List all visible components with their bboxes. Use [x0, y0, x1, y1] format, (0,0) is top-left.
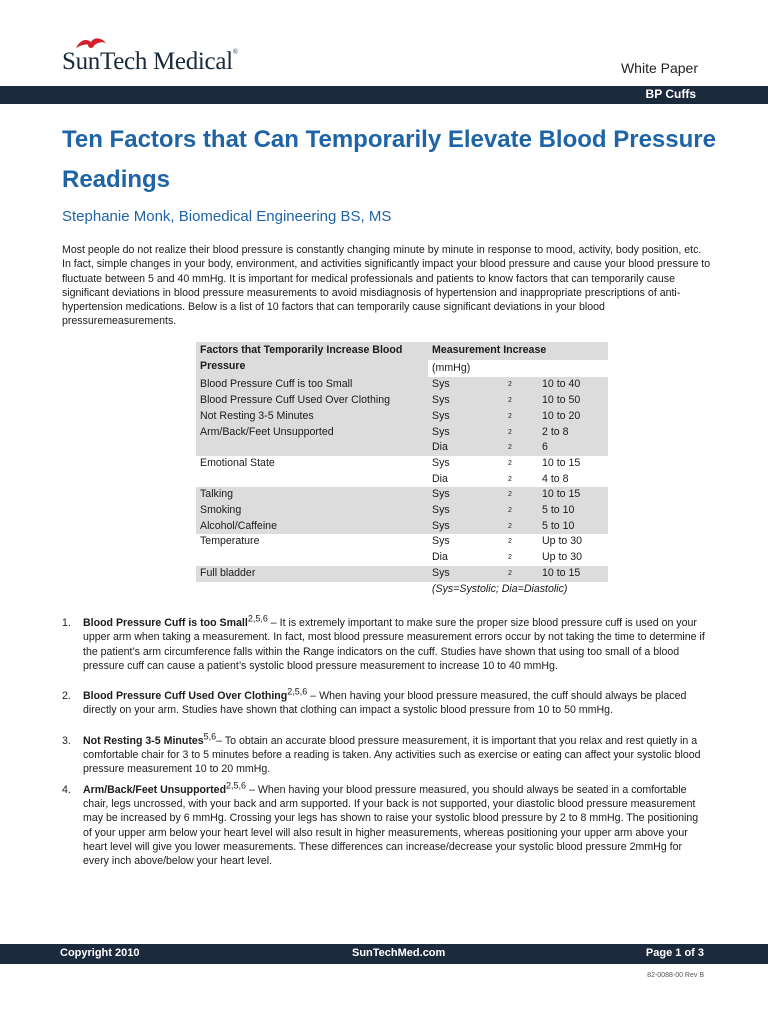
cell-ref: 2	[508, 538, 512, 546]
table-row	[196, 409, 608, 425]
cell-factor	[196, 472, 428, 488]
table-row	[196, 440, 608, 456]
cell-type: Sys	[428, 377, 504, 393]
cell-factor: Not Resting 3-5 Minutes	[196, 409, 428, 425]
factors-list	[62, 613, 707, 868]
cell-ref: 2	[504, 425, 538, 441]
table-header-row	[196, 342, 608, 360]
cell-value: Up to 30	[542, 551, 583, 564]
header-unit: (mmHg)	[432, 361, 471, 374]
header-band	[0, 86, 768, 104]
cell-factor: Temperature	[200, 535, 260, 548]
cell-value: 10 to 50	[538, 393, 608, 409]
cell-type: Sys	[428, 409, 504, 425]
factor-title: Not Resting 3-5 Minutes	[83, 734, 204, 747]
doc-type: White Paper	[620, 60, 698, 76]
cell-ref: 2	[508, 475, 512, 483]
cell-factor: Smoking	[196, 503, 428, 519]
table-row	[196, 393, 608, 409]
cell-factor: Talking	[196, 487, 428, 503]
reference-marks: 2,5,6	[247, 613, 268, 624]
cell-type: Sys	[428, 566, 504, 582]
reference-marks: 5,6	[203, 731, 217, 742]
cell-ref: 2	[504, 519, 538, 535]
cell-factor	[196, 550, 428, 566]
cell-ref: 2	[508, 459, 512, 467]
cell-factor	[196, 440, 428, 456]
cell-value: 5 to 10	[538, 503, 608, 519]
table-row	[196, 534, 608, 550]
doc-number: 82-0088-00 Rev B	[647, 972, 704, 979]
factor-title: Blood Pressure Cuff Used Over Clothing	[83, 690, 288, 703]
list-number: 4.	[62, 783, 71, 796]
page-number: Page 1 of 3	[645, 947, 704, 959]
cell-factor: Alcohol/Caffeine	[196, 519, 428, 535]
cell-factor: Emotional State	[200, 456, 275, 469]
cell-type: Sys	[432, 535, 450, 548]
table-row	[196, 472, 608, 488]
cell-type: Dia	[432, 551, 448, 564]
cell-value: 6	[538, 440, 608, 456]
website-link[interactable]: SunTechMed.com	[352, 947, 446, 959]
cell-ref: 2	[504, 409, 538, 425]
cell-ref: 2	[504, 440, 538, 456]
list-item	[62, 731, 707, 777]
cell-value: Up to 30	[542, 535, 583, 548]
brand-name: SunTech Medical®	[62, 48, 238, 75]
list-item	[62, 613, 707, 673]
intro-paragraph: Most people do not realize their blood pressure is constantly changing minute by minute in response to mood, activity, body position, etc. In fact, simple changes in your body, environment, and activities significantly impact your blood pressure and cause your blood pressure to fluctuate between 5 and 40 mmHg. It is important for medical professionals and patients to know factors that can temporarily cause significant deviations in blood pressure measurements to avoid misdiagnosis of hypertension and inappropriate prescriptions of anti-hypertension medications. Below is a list of 10 factors that can temporarily cause significant deviations in your blood pressuremeasurements.	[62, 244, 711, 328]
table-row	[196, 456, 608, 472]
cell-type: Sys	[428, 425, 504, 441]
cell-ref: 2	[504, 503, 538, 519]
table-row	[196, 519, 608, 535]
cell-type: Dia	[432, 472, 448, 485]
cell-value: 10 to 15	[538, 566, 608, 582]
table-note-row	[196, 582, 608, 598]
table-row	[196, 550, 608, 566]
table-body	[196, 377, 608, 581]
cell-type: Sys	[432, 456, 450, 469]
factor-title: Arm/Back/Feet Unsupported	[83, 783, 227, 796]
factor-description: – When having your blood pressure measured, the cuff should always be placed directly on your arm. Studies have shown that clothing can impact a systolic blood pressure from 10 to 50 mmHg.	[83, 690, 687, 717]
page-title: Ten Factors that Can Temporarily Elevate Blood Pressure Readings	[62, 126, 716, 193]
cell-ref: 2	[504, 566, 538, 582]
reference-marks: 2,5,6	[287, 686, 308, 697]
cell-ref: 2	[504, 487, 538, 503]
reference-marks: 2,5,6	[226, 780, 247, 791]
cell-factor: Full bladder	[196, 566, 428, 582]
cell-type: Sys	[428, 487, 504, 503]
cell-value: 5 to 10	[538, 519, 608, 535]
cell-type: Sys	[428, 503, 504, 519]
list-number: 1.	[62, 617, 71, 629]
table-row	[196, 425, 608, 441]
author: Stephanie Monk, Biomedical Engineering BS, MS	[62, 208, 392, 225]
cell-type: Dia	[428, 440, 504, 456]
cell-ref: 2	[504, 393, 538, 409]
cell-value: 10 to 40	[538, 377, 608, 393]
table-row	[196, 503, 608, 519]
footer-band	[0, 944, 768, 964]
factor-title: Blood Pressure Cuff is too Small	[83, 617, 248, 629]
cell-ref: 2	[504, 377, 538, 393]
cell-type: Sys	[428, 393, 504, 409]
cell-type: Sys	[428, 519, 504, 535]
table-row	[196, 487, 608, 503]
factors-table	[196, 342, 608, 597]
table-note: (Sys=Systolic; Dia=Diastolic)	[432, 582, 568, 595]
header-factor: Factors that Temporarily Increase Blood Pressure	[196, 342, 428, 377]
cell-value: 2 to 8	[538, 425, 608, 441]
header-measure: Measurement Increase	[428, 342, 608, 360]
list-item	[62, 780, 707, 869]
category-label: BP Cuffs	[645, 87, 696, 101]
list-item	[62, 686, 707, 718]
cell-value: 10 to 15	[542, 456, 581, 469]
factor-description: – To obtain an accurate blood pressure measurement, it is important that you relax and rest quietly in a comfortable chair for 3 to 5 minutes before a reading is taken. Any activities such as exercise or eating can affect your systolic blood pressure measurement 10 to 20 mmHg.	[83, 734, 701, 776]
table-row	[196, 566, 608, 582]
cell-value: 10 to 15	[538, 487, 608, 503]
factor-description: – When having your blood pressure measured, you should always be seated in a comfortable chair, legs uncrossed, with your back and arm supported. If your back is not supported, your diastolic blood pressure measurement may be increased by 6 mmHg. Crossing your legs has shown to raise your systolic blood pressure by 2 to 8 mmHg. The positioning of your upper arm below your heart level will also result in higher measurements, whereas positioning your upper arm above your heart level will give you lower measurements. These differences can increase/decrease your systolic blood pressure 2mmHg for every inch above/below your heart level.	[83, 783, 699, 868]
copyright: Copyright 2010	[60, 947, 140, 959]
list-number: 3.	[62, 734, 71, 747]
table-row	[196, 377, 608, 393]
cell-factor: Blood Pressure Cuff is too Small	[196, 377, 428, 393]
factor-description: – It is extremely important to make sure the proper size blood pressure cuff is used on your upper arm when taking a measurement. In fact, most blood pressure measurement errors occur by not taking the time to determine if the patient’s arm circumference falls within the Range indicators on the cuff. Studies have shown that using too small of a blood pressure cuff can cause a patient’s systolic blood pressure measurement to increase 10 to 40 mmHg.	[83, 617, 705, 672]
cell-value: 10 to 20	[538, 409, 608, 425]
list-number: 2.	[62, 690, 71, 703]
cell-value: 4 to 8	[542, 472, 569, 485]
cell-factor: Arm/Back/Feet Unsupported	[196, 425, 428, 441]
cell-factor: Blood Pressure Cuff Used Over Clothing	[196, 393, 428, 409]
cell-ref: 2	[508, 554, 512, 562]
